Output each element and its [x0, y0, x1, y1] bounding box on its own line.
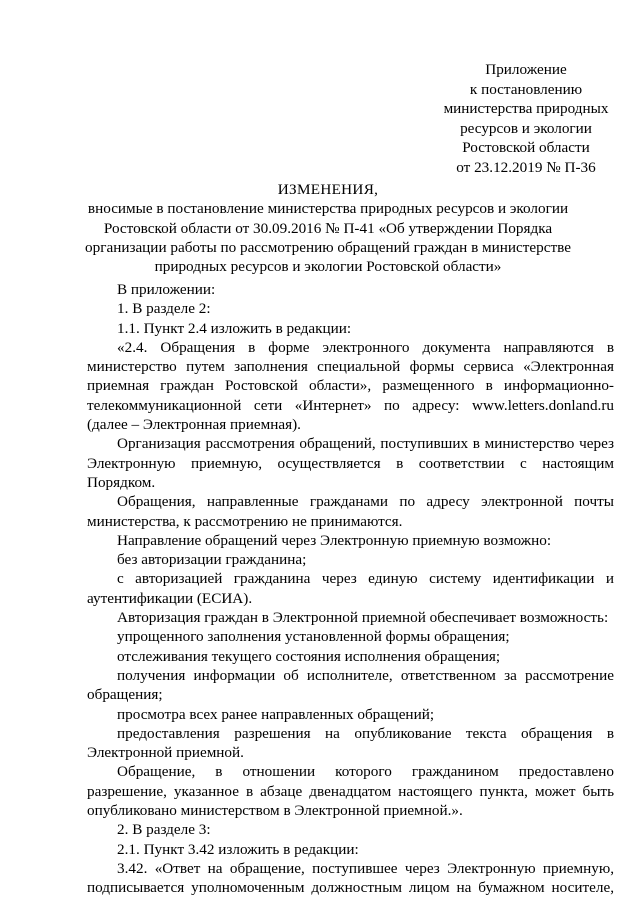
- document-body: [87, 280, 614, 898]
- appendix-line: от 23.12.2019 № П-36: [456, 158, 596, 176]
- paragraph: предоставления разрешения на опубликование текста обращения в Электронной приемной.: [87, 724, 614, 762]
- paragraph: просмотра всех ранее направленных обращений;: [117, 705, 435, 723]
- paragraph: 2. В разделе 3:: [117, 821, 211, 839]
- paragraph: 3.42. «Ответ на обращение, поступившее через Электронную приемную, подписывается уполномоченным должностным лицом на бумажном носителе,: [87, 859, 614, 897]
- paragraph: получения информации об исполнителе, ответственном за рассмотрение обращения;: [87, 666, 614, 704]
- paragraph: отслеживания текущего состояния исполнения обращения;: [117, 647, 501, 665]
- paragraph: Обращения, направленные гражданами по адресу электронной почты министерства, к рассмотрению не принимаются.: [87, 493, 614, 530]
- paragraph: Направление обращений через Электронную приемную возможно:: [117, 531, 552, 549]
- paragraph: «2.4. Обращения в форме электронного документа направляются в министерство путем заполнения специальной формы сервиса «Электронная приемная граждан Ростовской области», размещенного в информационно-телекоммуникационной сети «Интернет» по адресу: www.letters.donland.ru (далее – Электронная приемная).: [87, 338, 614, 434]
- appendix-line: министерства природных: [443, 100, 609, 118]
- paragraph: с авторизацией гражданина через единую систему идентификации и аутентификации (ЕСИА).: [87, 570, 614, 607]
- paragraph: Организация рассмотрения обращений, поступивших в министерство через Электронную приемную, осуществляется в соответствии с настоящим Порядком.: [87, 435, 614, 491]
- subtitle-line: природных ресурсов и экологии Ростовской области»: [154, 258, 502, 276]
- paragraph: Авторизация граждан в Электронной приемной обеспечивает возможность:: [117, 609, 609, 627]
- paragraph: без авторизации гражданина;: [117, 551, 307, 569]
- document-heading: [84, 180, 572, 276]
- paragraph: В приложении:: [117, 281, 216, 298]
- document-title: ИЗМЕНЕНИЯ,: [277, 181, 379, 198]
- appendix-reference: [418, 60, 634, 178]
- paragraph: упрощенного заполнения установленной формы обращения;: [117, 628, 510, 646]
- paragraph: 1.1. Пункт 2.4 изложить в редакции:: [117, 319, 352, 337]
- appendix-line: к постановлению: [469, 80, 583, 98]
- paragraph: 1. В разделе 2:: [117, 300, 211, 318]
- appendix-line: ресурсов и экологии: [460, 119, 592, 137]
- paragraph: 2.1. Пункт 3.42 изложить в редакции:: [117, 840, 359, 858]
- appendix-line: Ростовской области: [462, 139, 590, 157]
- subtitle-line: Ростовской области от 30.09.2016 № П-41 «Об утверждении Порядка: [103, 219, 553, 237]
- paragraph: Обращение, в отношении которого гражданином предоставлено разрешение, указанное в абзаце двенадцатом настоящего пункта, может быть опубликовано министерством в Электронной приемной.».: [87, 763, 614, 820]
- subtitle-line: вносимые в постановление министерства природных ресурсов и экологии: [87, 200, 569, 218]
- subtitle-line: организации работы по рассмотрению обращений граждан в министерстве: [85, 238, 571, 256]
- appendix-line: Приложение: [485, 61, 567, 78]
